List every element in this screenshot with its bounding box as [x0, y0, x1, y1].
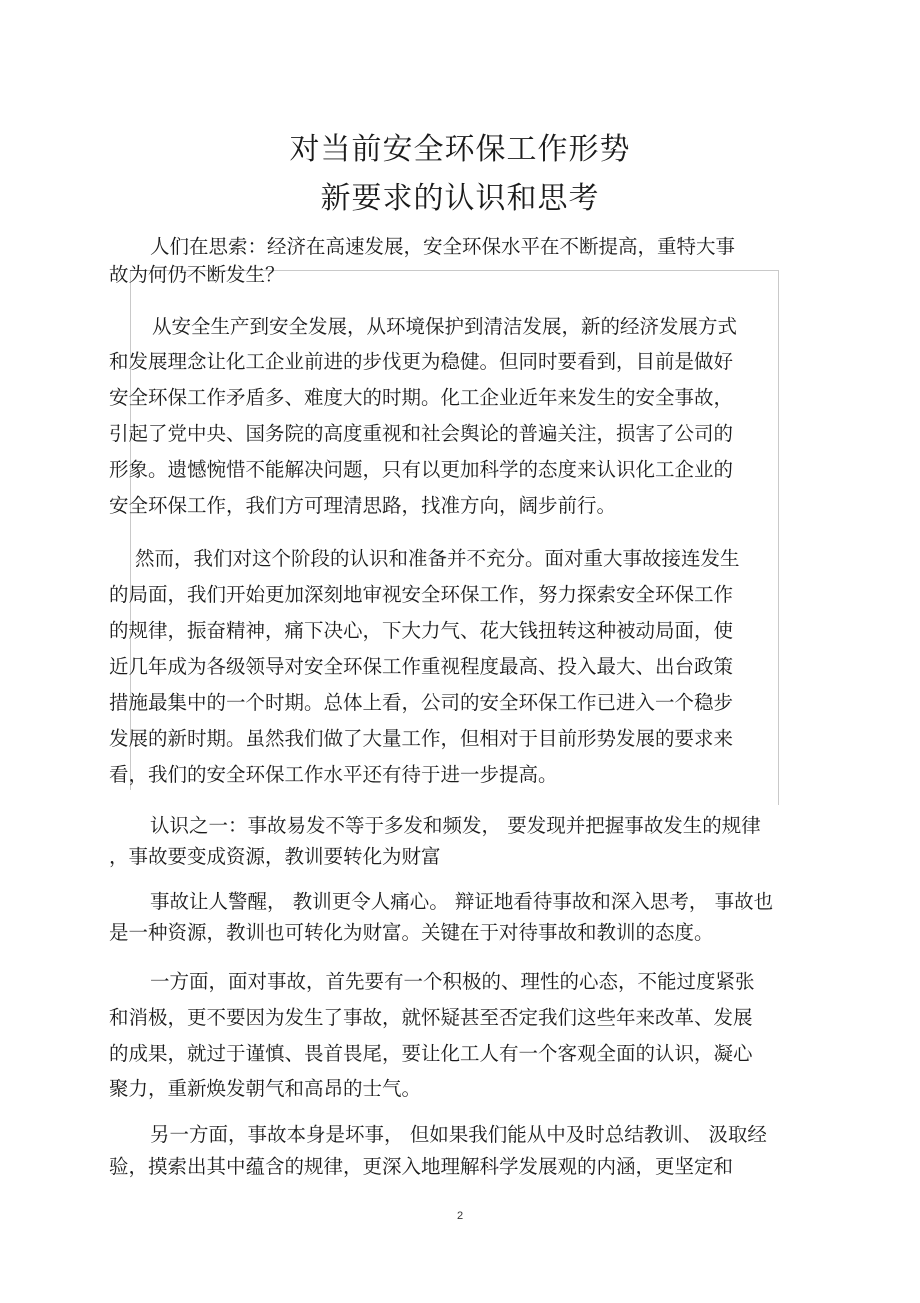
- body-line: 一方面，面对事故，首先要有一个积极的、理性的心态，不能过度紧张: [150, 970, 755, 993]
- body-line: 然而，我们对这个阶段的认识和准备并不充分。面对重大事故接连发生: [135, 547, 740, 570]
- body-line: 安全环保工作矛盾多、难度大的时期。化工企业近年来发生的安全事故，: [109, 386, 734, 409]
- body-line: 的规律，振奋精神，痛下决心，下大力气、花大钱扭转这种被动局面，使: [109, 619, 734, 642]
- body-line: 和消极，更不要因为发生了事故，就怀疑甚至否定我们这些年来改革、发展: [109, 1006, 753, 1029]
- body-line: 故为何仍不断发生？: [109, 263, 285, 286]
- body-line: 从安全生产到安全发展，从环境保护到清洁发展，新的经济发展方式: [152, 315, 738, 338]
- document-title-line-1: 对当前安全环保工作形势: [289, 132, 631, 167]
- page-number: 2: [456, 1210, 464, 1222]
- body-line: 人们在思索：经济在高速发展，安全环保水平在不断提高，重特大事: [150, 235, 736, 258]
- body-line: 另一方面，事故本身是坏事， 但如果我们能从中及时总结教训、 汲取经: [150, 1123, 767, 1146]
- body-line: 和发展理念让化工企业前进的步伐更为稳健。但同时要看到，目前是做好: [109, 350, 734, 373]
- body-line: 安全环保工作，我们方可理清思路，找准方向，阔步前行。: [109, 494, 617, 517]
- body-line: 验，摸索出其中蕴含的规律，更深入地理解科学发展观的内涵，更坚定和: [109, 1155, 734, 1178]
- section-heading-line: 认识之一：事故易发不等于多发和频发， 要发现并把握事故发生的规律: [150, 814, 761, 837]
- body-line: 的成果，就过于谨慎、畏首畏尾，要让化工人有一个客观全面的认识，凝心: [109, 1042, 753, 1065]
- body-line: 的局面，我们开始更加深刻地审视安全环保工作，努力探索安全环保工作: [109, 583, 734, 606]
- body-line: 事故让人警醒， 教训更令人痛心。 辩证地看待事故和深入思考， 事故也: [150, 890, 774, 913]
- body-line: 形象。遗憾惋惜不能解决问题，只有以更加科学的态度来认识化工企业的: [109, 458, 734, 481]
- body-line: 引起了党中央、国务院的高度重视和社会舆论的普遍关注，损害了公司的: [109, 422, 734, 445]
- body-line: 近几年成为各级领导对安全环保工作重视程度最高、投入最大、出台政策: [109, 655, 734, 678]
- body-line: 看，我们的安全环保工作水平还有待于进一步提高。: [109, 763, 558, 786]
- body-line: 是一种资源，教训也可转化为财富。关键在于对待事故和教训的态度。: [109, 921, 714, 944]
- body-line: 聚力，重新焕发朝气和高昂的士气。: [109, 1077, 422, 1100]
- body-line: 措施最集中的一个时期。总体上看，公司的安全环保工作已进入一个稳步: [109, 691, 734, 714]
- frame-line-right: [778, 270, 779, 805]
- body-line: 发展的新时期。虽然我们做了大量工作，但相对于目前形势发展的要求来: [109, 727, 734, 750]
- section-heading-line: ，事故要变成资源，教训要转化为财富: [109, 845, 441, 868]
- document-title-line-2: 新要求的认识和思考: [320, 181, 600, 216]
